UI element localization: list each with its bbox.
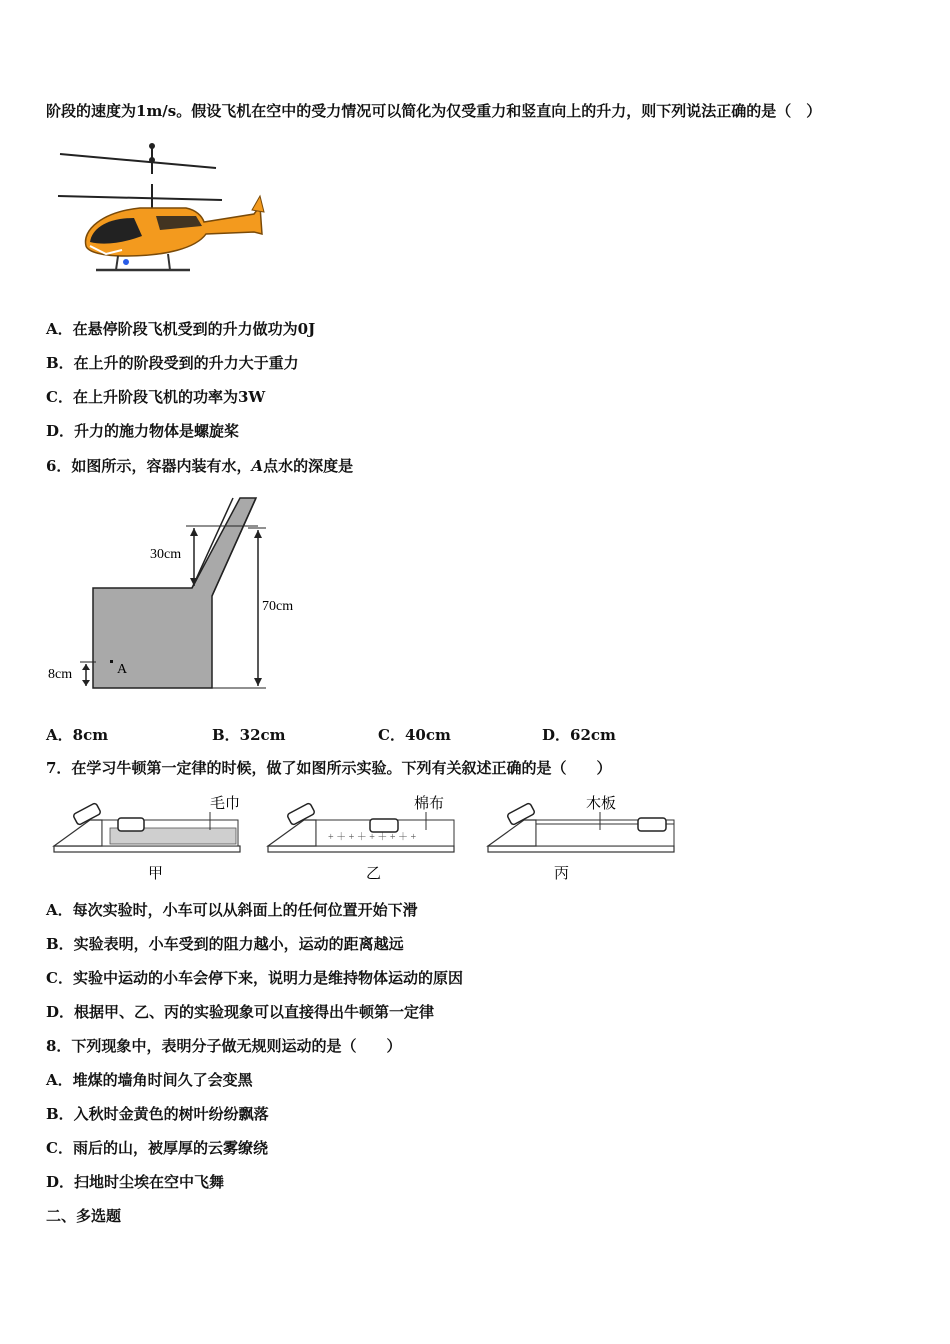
container-diagram	[44, 492, 314, 696]
panel-cotton	[268, 795, 454, 882]
label-8cm: 8cm	[48, 667, 73, 682]
label-30cm: 30cm	[150, 547, 182, 562]
q7-option-b: B．实验表明，小车受到的阻力越小，运动的距离越远	[46, 935, 404, 953]
label-70cm: 70cm	[262, 599, 294, 614]
q5-option-a: A．在悬停阶段飞机受到的升力做功为0J	[46, 320, 316, 338]
q6-stem	[46, 456, 353, 476]
caption-yi: 乙	[366, 866, 382, 882]
q8-option-a: A．堆煤的墙角时间久了会变黑	[46, 1071, 253, 1089]
panel-towel	[54, 795, 240, 882]
q5-option-d: D．升力的施力物体是螺旋桨	[46, 422, 240, 440]
q6-option-b: B．32cm	[212, 726, 286, 744]
panel-wood	[488, 794, 674, 882]
q6-stem-prefix: 6．如图所示，容器内装有水，	[46, 457, 252, 475]
q7-stem: 7．在学习牛顿第一定律的时候，做了如图所示实验。下列有关叙述正确的是（ ）	[46, 759, 612, 777]
label-point-a: A	[117, 662, 128, 677]
q5-option-c: C．在上升阶段飞机的功率为3W	[46, 388, 266, 406]
helicopter-image	[56, 138, 266, 278]
caption-jia: 甲	[148, 866, 164, 882]
q6-option-a: A．8cm	[46, 726, 109, 744]
caption-bing: 丙	[554, 866, 570, 882]
q5-stem: 阶段的速度为1m/s。假设飞机在空中的受力情况可以简化为仅受重力和竖直向上的升力，则下列说法正确的是（ ）	[46, 102, 822, 120]
q6-option-d: D．62cm	[542, 726, 616, 744]
surface-wood: 木板	[586, 796, 617, 812]
surface-towel: 毛巾	[210, 796, 241, 812]
q6-stem-point: A	[251, 457, 264, 475]
q8-stem: 8．下列现象中，表明分子做无规则运动的是（ ）	[46, 1037, 402, 1055]
newton-experiment-diagram	[50, 790, 680, 884]
q6-option-c: C．40cm	[378, 726, 451, 744]
surface-cotton: 棉布	[414, 796, 445, 812]
svg-text:+ ＋ + ＋ + ＋ + ＋ +: + ＋ + ＋ + ＋ + ＋ +	[328, 832, 417, 843]
section-title-multiple-choice: 二、多选题	[46, 1207, 122, 1225]
q6-stem-suffix: 点水的深度是	[263, 457, 354, 475]
q7-option-d: D．根据甲、乙、丙的实验现象可以直接得出牛顿第一定律	[46, 1003, 435, 1021]
q7-option-a: A．每次实验时，小车可以从斜面上的任何位置开始下滑	[46, 901, 418, 919]
q8-option-b: B．入秋时金黄色的树叶纷纷飘落	[46, 1105, 269, 1123]
q8-option-d: D．扫地时尘埃在空中飞舞	[46, 1173, 225, 1191]
q7-option-c: C．实验中运动的小车会停下来，说明力是维持物体运动的原因	[46, 969, 463, 987]
q5-option-b: B．在上升的阶段受到的升力大于重力	[46, 354, 299, 372]
q8-option-c: C．雨后的山，被厚厚的云雾缭绕	[46, 1139, 268, 1157]
